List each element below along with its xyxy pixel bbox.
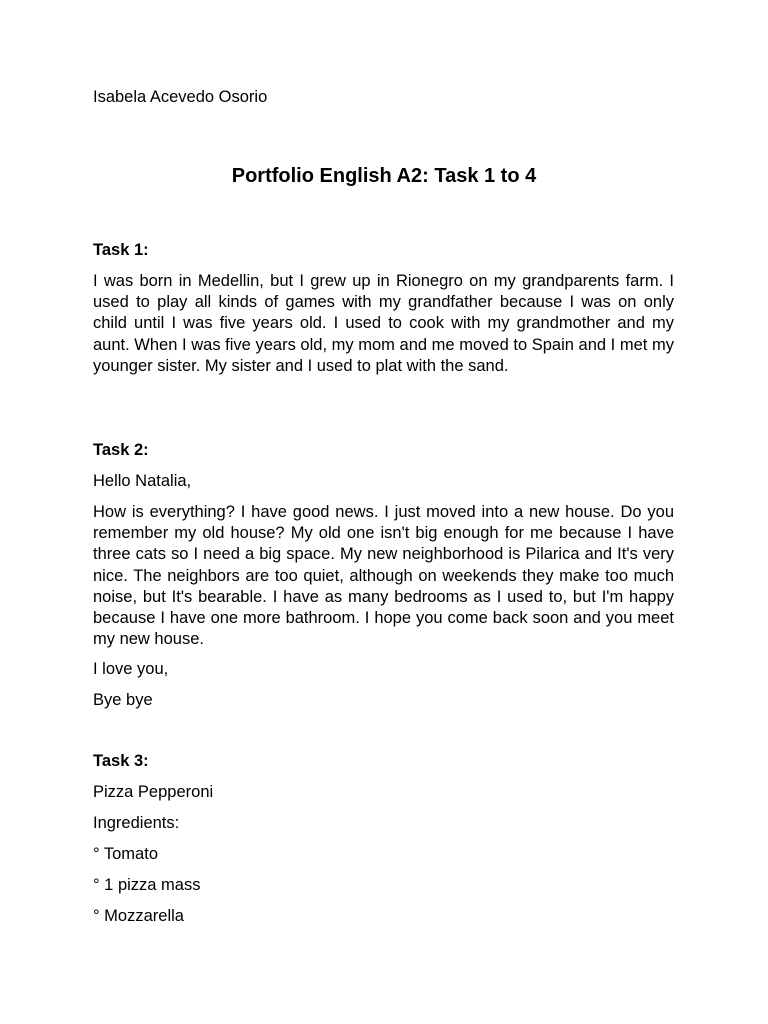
task1-paragraph: I was born in Medellin, but I grew up in Rionegro on my grandparents farm. I used to play all kinds of games with my grandfather because I was on only child until I was five years old. I used to cook with my grandmother and my aunt. When I was five years old, my mom and me moved to Spain and I met my younger sister. My sister and I used to plat with the sand. [93, 272, 674, 375]
task2-heading: Task 2: [93, 441, 149, 459]
letter-closing: I love you, [93, 660, 169, 678]
letter-signoff: Bye bye [93, 691, 153, 709]
document-title: Portfolio English A2: Task 1 to 4 [231, 165, 537, 187]
task3-heading: Task 3: [93, 752, 149, 770]
ingredients-label: Ingredients: [93, 814, 180, 832]
ingredient-item: ° 1 pizza mass [93, 876, 201, 894]
ingredient-item: ° Mozzarella [93, 907, 184, 925]
letter-greeting: Hello Natalia, [93, 472, 192, 490]
task1-heading: Task 1: [93, 241, 149, 259]
author-name: Isabela Acevedo Osorio [93, 88, 268, 106]
ingredient-item: ° Tomato [93, 845, 158, 863]
recipe-name: Pizza Pepperoni [93, 783, 214, 801]
task2-paragraph: How is everything? I have good news. I just moved into a new house. Do you remember my old house? My old one isn't big enough for me because I have three cats so I need a big space. My new neighborhood is Pilarica and It's very nice. The neighbors are too quiet, although on weekends they make too much noise, but It's bearable. I have as many bedrooms as I used to, but I'm happy because I have one more bathroom. I hope you come back soon and you meet my new house. [93, 503, 674, 649]
